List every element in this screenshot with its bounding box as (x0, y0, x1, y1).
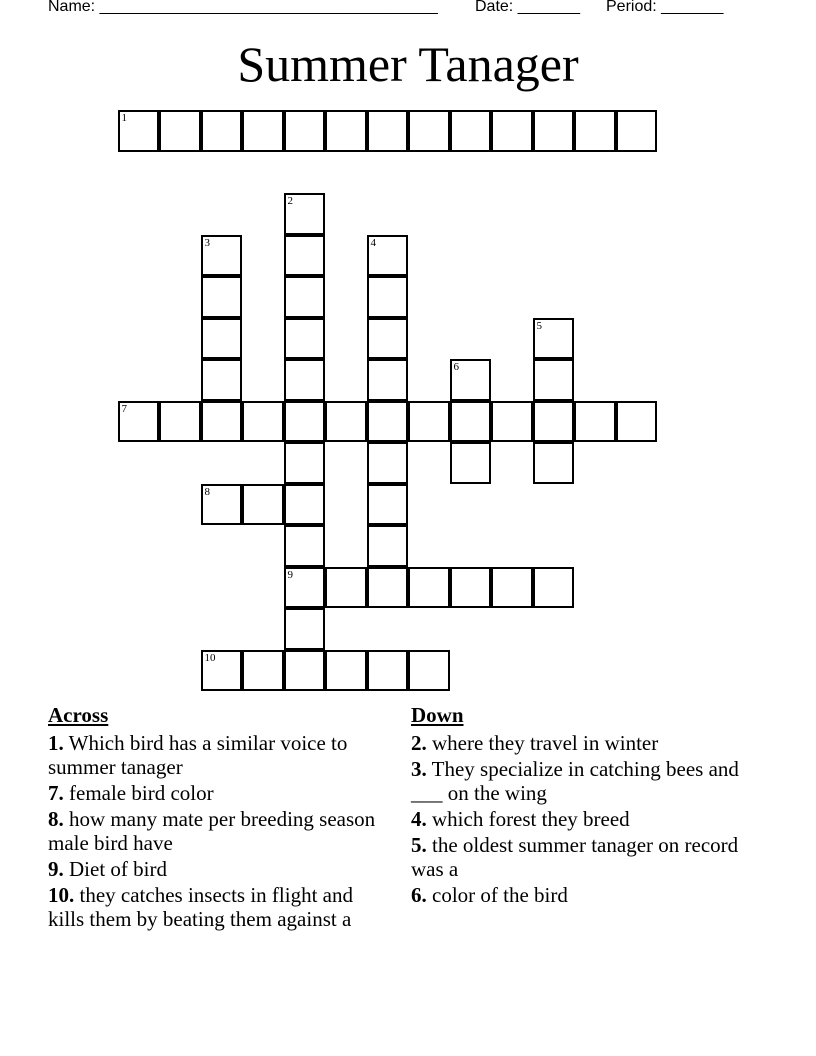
clue-number: 10 (204, 651, 216, 664)
crossword-cell[interactable] (325, 567, 367, 609)
crossword-cell[interactable] (450, 401, 492, 443)
crossword-cell[interactable] (201, 235, 243, 277)
down-clue: 6. color of the bird (411, 883, 568, 907)
crossword-cell[interactable] (367, 484, 409, 526)
across-clue: 7. female bird color (48, 781, 214, 805)
crossword-cell[interactable] (367, 276, 409, 318)
crossword-cell[interactable] (491, 567, 533, 609)
crossword-cell[interactable] (574, 110, 616, 152)
crossword-cell[interactable] (284, 484, 326, 526)
crossword-cell[interactable] (491, 401, 533, 443)
crossword-cell[interactable] (118, 401, 160, 443)
crossword-cell[interactable] (284, 276, 326, 318)
clue-number: 5 (536, 319, 542, 332)
crossword-cell[interactable] (284, 318, 326, 360)
crossword-cell[interactable] (616, 401, 658, 443)
crossword-cell[interactable] (408, 110, 450, 152)
crossword-cell[interactable] (201, 276, 243, 318)
crossword-cell[interactable] (367, 525, 409, 567)
crossword-cell[interactable] (201, 359, 243, 401)
crossword-cell[interactable] (325, 401, 367, 443)
down-heading: Down (411, 703, 464, 727)
crossword-cell[interactable] (367, 110, 409, 152)
crossword-cell[interactable] (284, 567, 326, 609)
across-clue: 8. how many mate per breeding season male bird have (48, 807, 376, 855)
crossword-cell[interactable] (201, 318, 243, 360)
across-heading: Across (48, 703, 109, 727)
clue-number: 3 (204, 236, 210, 249)
crossword-cell[interactable] (450, 359, 492, 401)
crossword-cell[interactable] (159, 401, 201, 443)
crossword-cell[interactable] (242, 401, 284, 443)
crossword-cell[interactable] (284, 359, 326, 401)
across-clues (48, 703, 388, 933)
puzzle-title: Summer Tanager (237, 36, 579, 92)
crossword-cell[interactable] (201, 401, 243, 443)
across-clue: 1. Which bird has a similar voice to summer tanager (48, 731, 348, 779)
down-clues (411, 703, 741, 909)
crossword-cell[interactable] (242, 650, 284, 692)
crossword-cell[interactable] (367, 401, 409, 443)
down-clue: 5. the oldest summer tanager on record was a (411, 833, 739, 881)
crossword-cell[interactable] (284, 193, 326, 235)
date-field[interactable]: Date: _______ (475, 0, 580, 15)
name-field[interactable]: Name: ______________________________________ (48, 0, 438, 15)
crossword-cell[interactable] (408, 567, 450, 609)
crossword-cell[interactable] (533, 318, 575, 360)
crossword-cell[interactable] (284, 110, 326, 152)
across-clue: 10. they catches insects in flight and kills them by beating them against a (48, 883, 354, 931)
crossword-cell[interactable] (574, 401, 616, 443)
crossword-cell[interactable] (201, 484, 243, 526)
clue-number: 2 (287, 195, 293, 207)
crossword-cell[interactable] (533, 110, 575, 152)
across-clue: 9. Diet of bird (48, 857, 167, 881)
crossword-cell[interactable] (450, 442, 492, 484)
crossword-cell[interactable] (284, 442, 326, 484)
crossword-cell[interactable] (367, 442, 409, 484)
period-field[interactable]: Period: _______ (606, 0, 724, 15)
clue-number: 6 (453, 361, 459, 373)
crossword-cell[interactable] (533, 442, 575, 484)
clue-number: 9 (287, 568, 293, 581)
crossword-cell[interactable] (201, 650, 243, 692)
clue-number: 1 (121, 112, 127, 124)
crossword-cell[interactable] (367, 235, 409, 277)
crossword-cell[interactable] (533, 567, 575, 609)
crossword-cell[interactable] (367, 650, 409, 692)
crossword-cell[interactable] (159, 110, 201, 152)
crossword-cell[interactable] (533, 401, 575, 443)
crossword-cell[interactable] (491, 110, 533, 152)
down-clue: 2. where they travel in winter (411, 731, 659, 755)
crossword-cell[interactable] (242, 110, 284, 152)
crossword-cell[interactable] (242, 484, 284, 526)
crossword-cell[interactable] (408, 650, 450, 692)
clue-number: 4 (370, 236, 376, 249)
crossword-cell[interactable] (616, 110, 658, 152)
crossword-cell[interactable] (325, 110, 367, 152)
crossword-cell[interactable] (450, 110, 492, 152)
clue-number: 7 (121, 402, 127, 415)
crossword-cell[interactable] (201, 110, 243, 152)
crossword-cell[interactable] (284, 401, 326, 443)
crossword-cell[interactable] (367, 359, 409, 401)
crossword-cell[interactable] (408, 401, 450, 443)
crossword-cell[interactable] (367, 318, 409, 360)
crossword-cell[interactable] (533, 359, 575, 401)
crossword-cell[interactable] (284, 525, 326, 567)
crossword-cell[interactable] (118, 110, 160, 152)
crossword-cell[interactable] (284, 235, 326, 277)
crossword-cell[interactable] (284, 608, 326, 650)
crossword-cell[interactable] (284, 650, 326, 692)
down-clue: 4. which forest they breed (411, 807, 630, 831)
down-clue: 3. They specialize in catching bees and ___ on the wing (411, 757, 739, 805)
crossword-cell[interactable] (367, 567, 409, 609)
clue-number: 8 (204, 485, 210, 498)
crossword-cell[interactable] (325, 650, 367, 692)
crossword-cell[interactable] (450, 567, 492, 609)
